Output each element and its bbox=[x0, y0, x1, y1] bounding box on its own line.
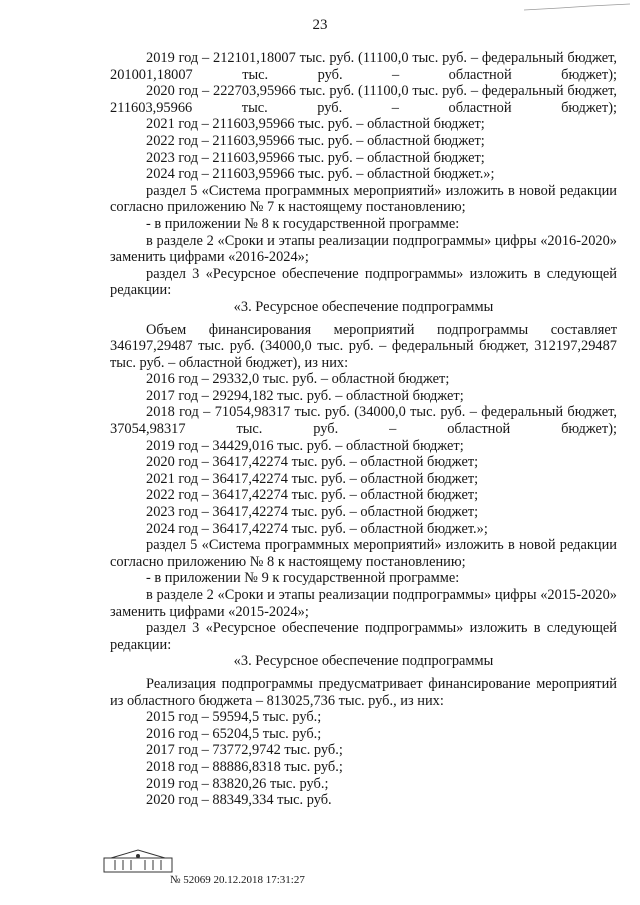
section5-paragraph: раздел 5 «Система программных мероприятий» изложить в новой редакции согласно приложению № 8 к настоящему постановлению; bbox=[110, 537, 617, 570]
year-2021-line: 2021 год – 211603,95966 тыс. руб. – областной бюджет; bbox=[146, 116, 485, 133]
funding-paragraph: Реализация подпрограммы предусматривает финансирование мероприятий из областного бюджета – 813025,736 тыс. руб., из них: bbox=[110, 675, 617, 709]
year-2021-line: 2021 год – 36417,42274 тыс. руб. – областной бюджет; bbox=[146, 470, 479, 487]
year-2015-line: 2015 год – 59594,5 тыс. руб.; bbox=[146, 709, 322, 726]
annex8-intro: - в приложении № 8 к государственной программе: bbox=[146, 215, 460, 232]
document-registry-logo-icon bbox=[103, 848, 173, 874]
year-2019-line: 2019 год – 212101,18007 тыс. руб. (11100,0 тыс. руб. – федеральный бюджет, 201001,18007 тыс. руб. – областной бюджет); bbox=[110, 50, 617, 83]
section-heading: «3. Ресурсное обеспечение подпрограммы bbox=[233, 653, 494, 670]
year-2023-line: 2023 год – 36417,42274 тыс. руб. – областной бюджет; bbox=[146, 504, 479, 521]
annex9-intro: - в приложении № 9 к государственной программе: bbox=[146, 570, 460, 587]
section5-paragraph: раздел 5 «Система программных мероприятий» изложить в новой редакции согласно приложению № 7 к настоящему постановлению; bbox=[110, 182, 617, 216]
section3-paragraph: раздел 3 «Ресурсное обеспечение подпрограммы» изложить в следующей редакции: bbox=[110, 265, 617, 299]
year-2022-line: 2022 год – 36417,42274 тыс. руб. – областной бюджет; bbox=[146, 487, 479, 504]
section-heading: «3. Ресурсное обеспечение подпрограммы bbox=[233, 298, 494, 315]
year-2017-line: 2017 год – 29294,182 тыс. руб. – областной бюджет; bbox=[146, 387, 464, 404]
section2-paragraph: в разделе 2 «Сроки и этапы реализации подпрограммы» цифры «2015-2020» заменить цифрами «2015-2024»; bbox=[110, 587, 617, 620]
section3-paragraph: раздел 3 «Ресурсное обеспечение подпрограммы» изложить в следующей редакции: bbox=[110, 620, 617, 653]
funding-paragraph: Объем финансирования мероприятий подпрограммы составляет 346197,29487 тыс. руб. (34000,0 тыс. руб. – федеральный бюджет, 312197,29487 тыс. руб. – областной бюджет), из них: bbox=[110, 321, 617, 371]
year-2024-line: 2024 год – 211603,95966 тыс. руб. – областной бюджет.»; bbox=[146, 166, 495, 183]
year-2023-line: 2023 год – 211603,95966 тыс. руб. – областной бюджет; bbox=[146, 149, 485, 166]
year-2022-line: 2022 год – 211603,95966 тыс. руб. – областной бюджет; bbox=[146, 132, 485, 149]
year-2019-line: 2019 год – 34429,016 тыс. руб. – областной бюджет; bbox=[146, 437, 464, 454]
year-2020-line: 2020 год – 88349,334 тыс. руб. bbox=[146, 792, 332, 809]
scan-artifact bbox=[520, 0, 638, 14]
year-2018-line: 2018 год – 88886,8318 тыс. руб.; bbox=[146, 758, 343, 775]
year-2016-line: 2016 год – 29332,0 тыс. руб. – областной бюджет; bbox=[146, 371, 450, 388]
document-registration-number: № 52069 20.12.2018 17:31:27 bbox=[170, 874, 305, 886]
year-2024-line: 2024 год – 36417,42274 тыс. руб. – областной бюджет.»; bbox=[146, 520, 488, 537]
year-2016-line: 2016 год – 65204,5 тыс. руб.; bbox=[146, 725, 322, 742]
year-2019-line: 2019 год – 83820,26 тыс. руб.; bbox=[146, 775, 329, 792]
page-number: 23 bbox=[312, 17, 328, 33]
document-body bbox=[110, 50, 617, 809]
year-2020-line: 2020 год – 222703,95966 тыс. руб. (11100,0 тыс. руб. – федеральный бюджет, 211603,95966 тыс. руб. – областной бюджет); bbox=[110, 83, 617, 116]
year-2017-line: 2017 год – 73772,9742 тыс. руб.; bbox=[146, 742, 343, 759]
year-2020-line: 2020 год – 36417,42274 тыс. руб. – областной бюджет; bbox=[146, 454, 479, 471]
section2-paragraph: в разделе 2 «Сроки и этапы реализации подпрограммы» цифры «2016-2020» заменить цифрами «2016-2024»; bbox=[110, 232, 617, 266]
year-2018-line: 2018 год – 71054,98317 тыс. руб. (34000,0 тыс. руб. – федеральный бюджет, 37054,98317 тыс. руб. – областной бюджет); bbox=[110, 404, 617, 438]
